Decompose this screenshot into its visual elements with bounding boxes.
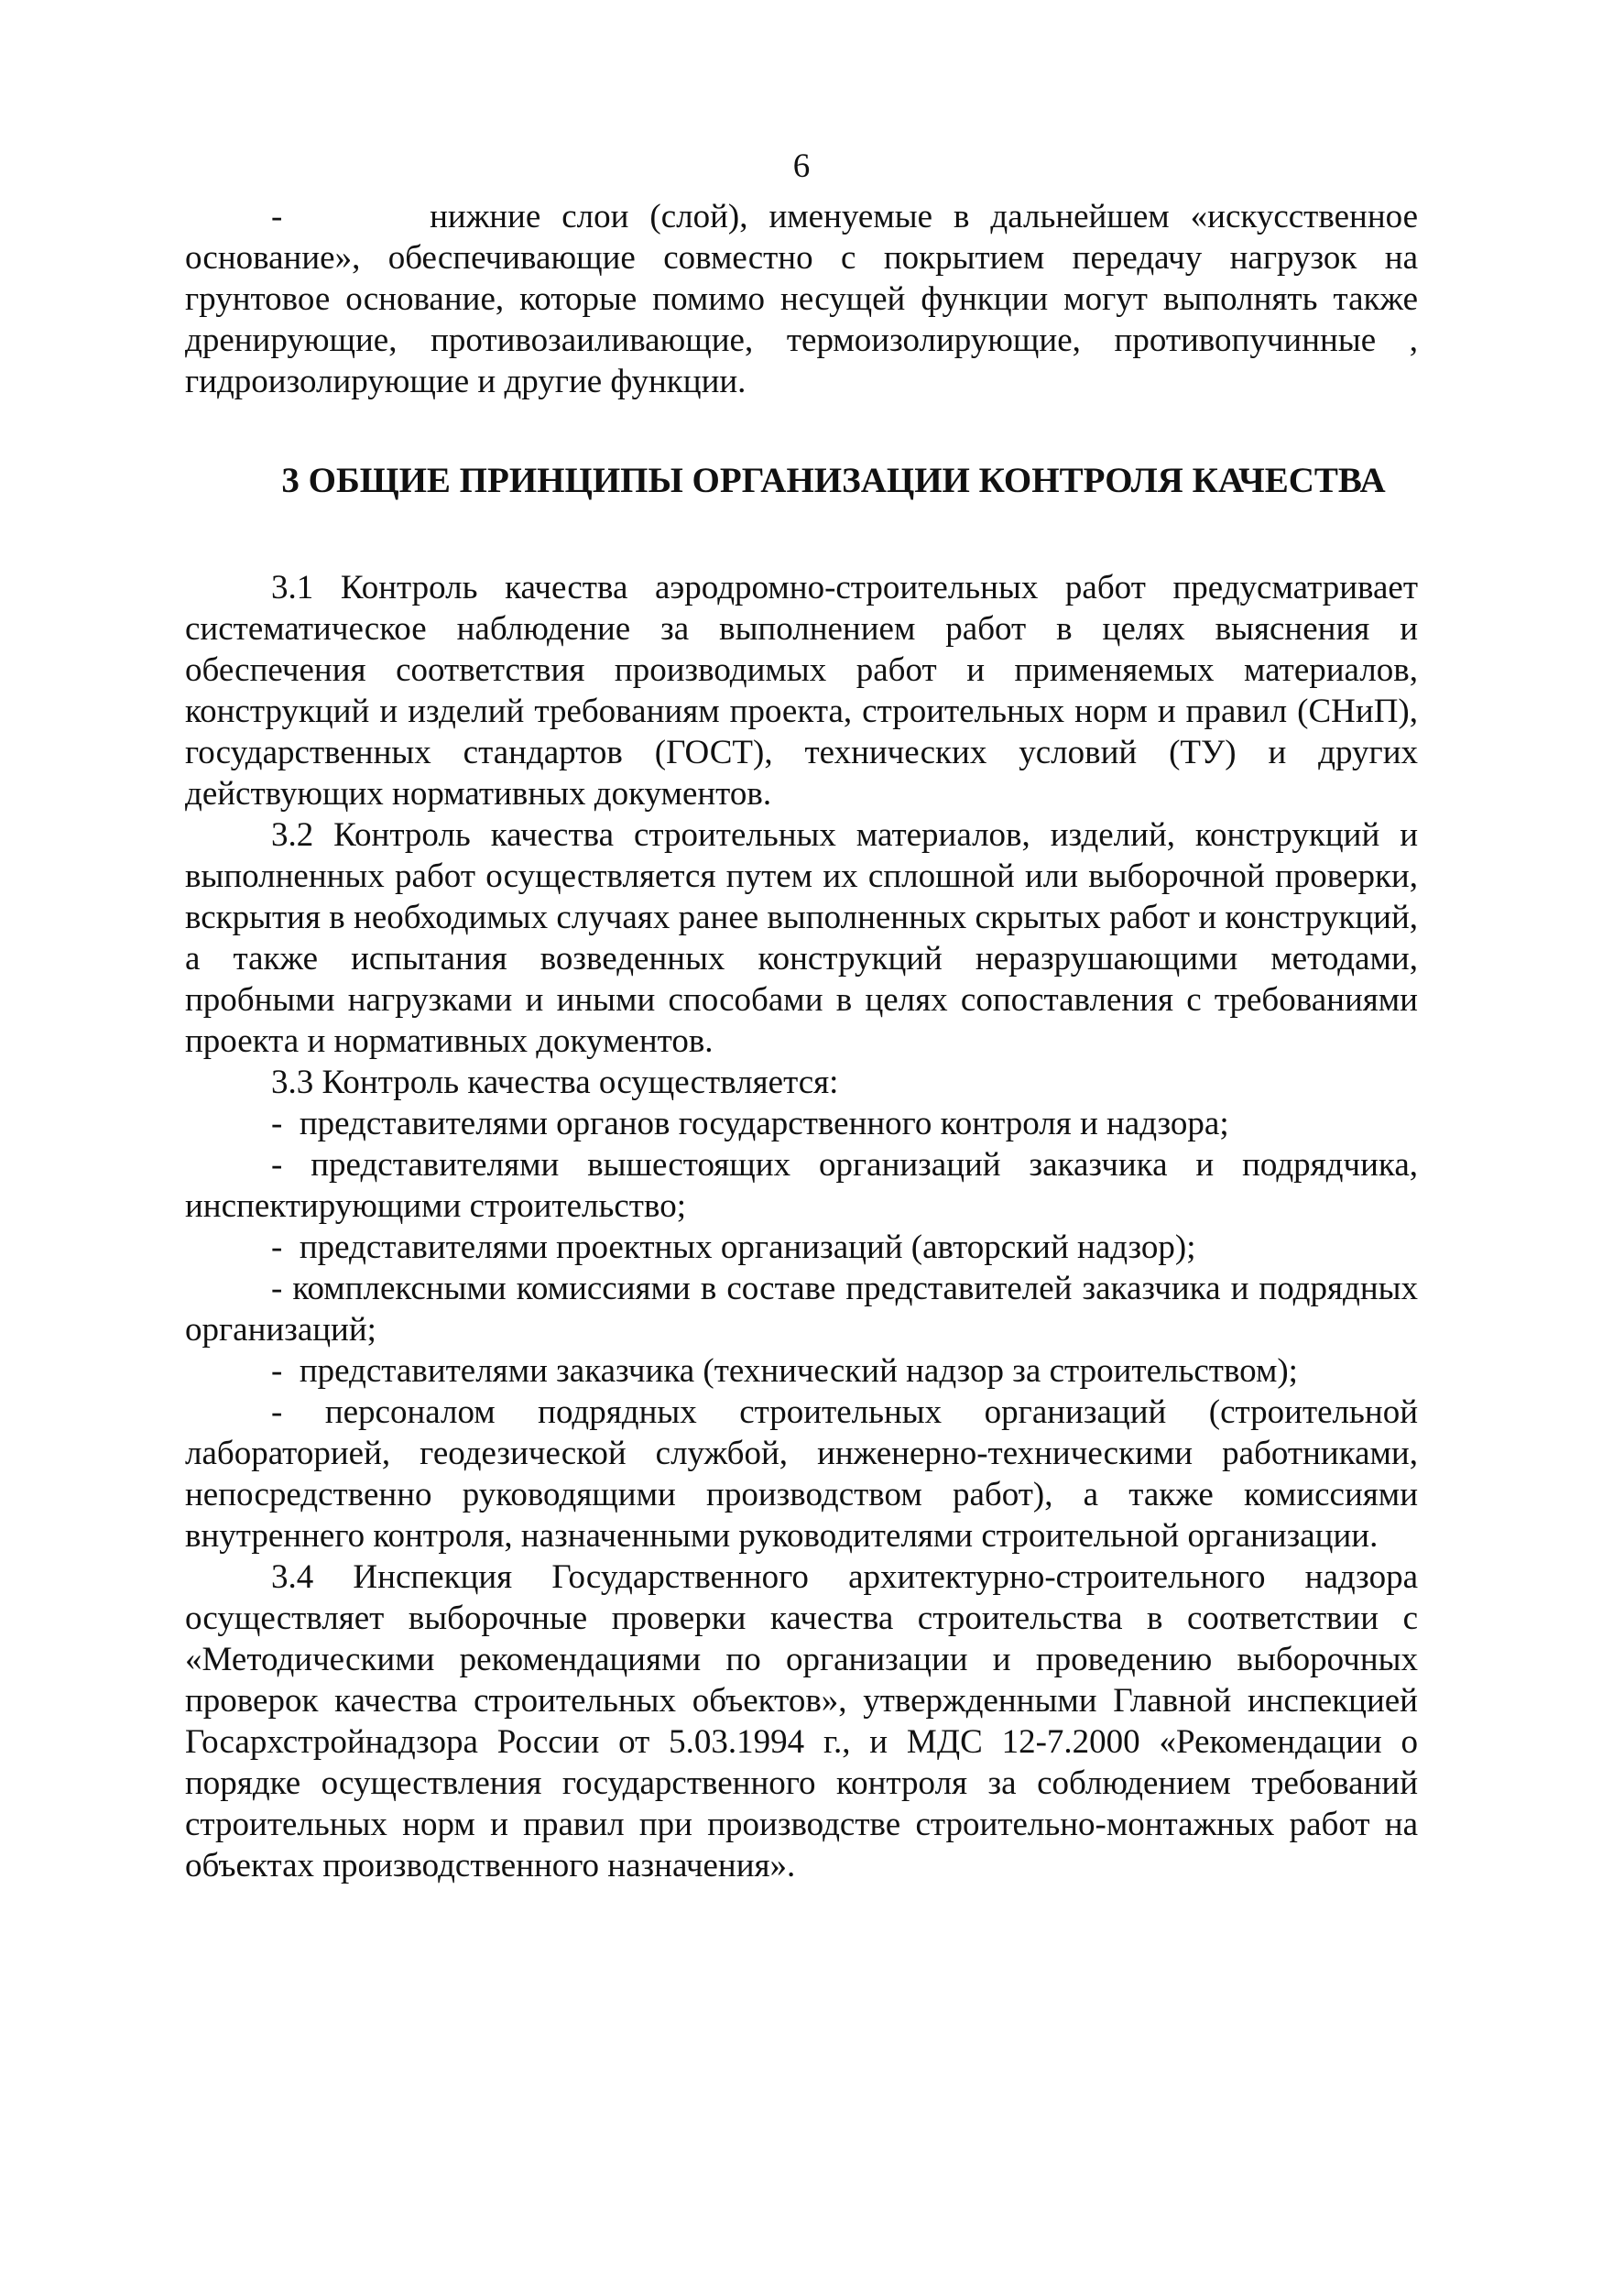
list-item: - представителями проектных организаций (авторский надзор); [271, 1229, 1196, 1266]
paragraph-3-1: 3.1 Контроль качества аэродромно-строительных работ предусматривает систематическое наблюдение за выполнением работ в целях выяснения и обеспечения соответствия производимых работ и применяемых материалов, конструкций и изделий требованиям проекта, строительных норм и правил (СНиП), государственных стандартов (ГОСТ), технических условий (ТУ) и других действующих нормативных документов. [185, 569, 1418, 813]
paragraph-3-2: 3.2 Контроль качества строительных материалов, изделий, конструкций и выполненных работ осуществляется путем их сплошной или выборочной проверки, вскрытия в необходимых случаях ранее выполненных скрытых работ и конструкций, а также испытания возведенных конструкций неразрушающими методами, пробными нагрузками и иными способами в целях сопоставления с требованиями проекта и нормативных документов. [185, 816, 1418, 1060]
list-item: - представителями заказчика (технический надзор за строительством); [271, 1352, 1298, 1390]
list-item: - комплексными комиссиями в составе представителей заказчика и подрядных организаций; [185, 1270, 1418, 1349]
document-page [185, 147, 1418, 1886]
list-item: - представителями органов государственного контроля и надзора; [271, 1105, 1229, 1142]
list-item: - персоналом подрядных строительных организаций (строительной лабораторией, геодезической службой, инженерно-техническими работниками, непосредственно руководящими производством работ), а также комиссиями внутреннего контроля, назначенными руководителями строительной организации. [185, 1393, 1418, 1555]
list-item: - представителями вышестоящих организаций заказчика и подрядчика, инспектирующими строительство; [185, 1146, 1418, 1225]
paragraph-3-3: 3.3 Контроль качества осуществляется: [271, 1064, 839, 1101]
page-number: 6 [792, 147, 811, 185]
section-heading: 3 ОБЩИЕ ПРИНЦИПЫ ОРГАНИЗАЦИИ КОНТРОЛЯ КАЧЕСТВА [281, 461, 1386, 500]
paragraph-3-4: 3.4 Инспекция Государственного архитектурно-строительного надзора осуществляет выборочные проверки качества строительства в соответствии с «Методическими рекомендациями по организации и проведению выборочных проверок качества строительных объектов», утвержденными Главной инспекцией Госархстройнадзора России от 5.03.1994 г., и МДС 12-7.2000 «Рекомендации о порядке осуществления государственного контроля за соблюдением требований строительных норм и правил при производстве строительно-монтажных работ на объектах производственного назначения». [185, 1558, 1418, 1884]
intro-list-item: - нижние слои (слой), именуемые в дальнейшем «искусственное основание», обеспечивающие совместно с покрытием передачу нагрузок на грунтовое основание, которые помимо несущей функции могут выполнять также дренирующие, противозаиливающие, термоизолирующие, противопучинные , гидроизолирующие и другие функции. [185, 198, 1418, 400]
